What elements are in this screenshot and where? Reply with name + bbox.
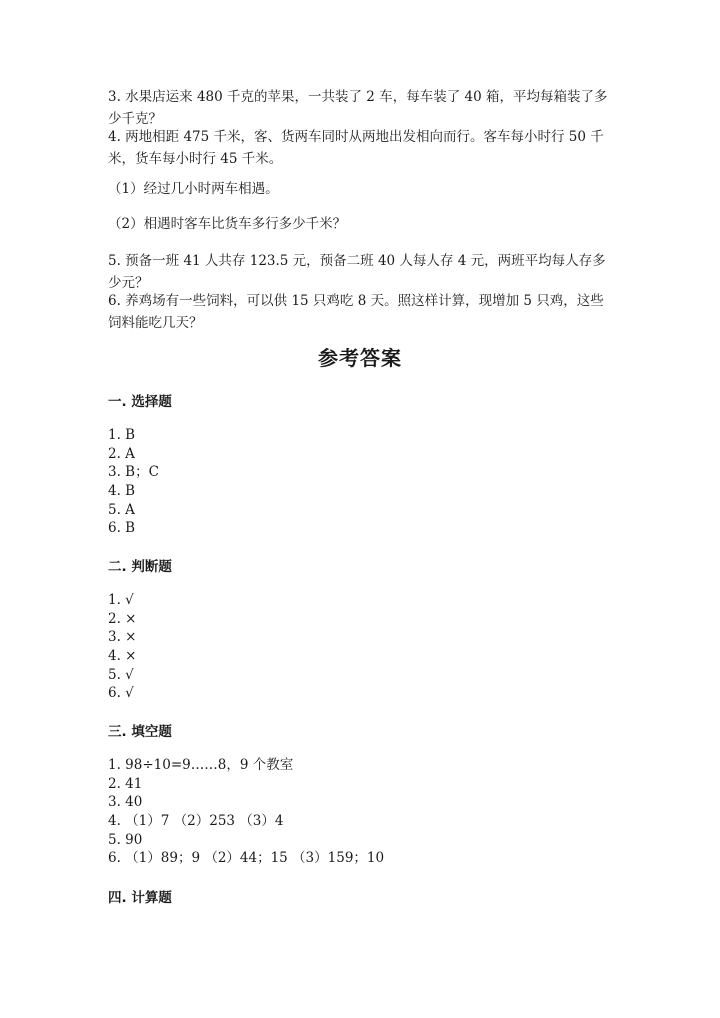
answer-item: 2. 41 — [108, 775, 143, 792]
answer-list-fill-blank — [108, 756, 384, 868]
answer-item: 3. × — [108, 629, 137, 646]
answer-item: 4. B — [108, 483, 136, 500]
section-heading-judgment: 二. 判断题 — [108, 559, 172, 575]
section-heading-choice: 一. 选择题 — [108, 394, 172, 410]
answer-item: 4. × — [108, 648, 137, 665]
problem-4: 4. 两地相距 475 千米，客、货两车同时从两地出发相向而行。客车每小时行 50 千米，货车每小时行 45 千米。 — [108, 129, 604, 167]
answer-item: 5. 90 — [108, 831, 143, 848]
answer-item: 1. B — [108, 427, 136, 443]
section-heading-calculation: 四. 计算题 — [108, 890, 172, 906]
problem-4-part-2: （2）相遇时客车比货车多行多少千米？ — [108, 216, 347, 232]
answer-list-judgment — [108, 591, 136, 703]
answer-item: 2. A — [108, 445, 135, 462]
answer-item: 6. √ — [108, 685, 134, 702]
problem-5: 5. 预备一班 41 人共存 123.5 元，预备二班 40 人每人存 4 元，两班平均每人存多少元？ — [108, 253, 606, 291]
answer-item: 5. A — [108, 501, 135, 518]
answer-item: 5. √ — [108, 666, 134, 683]
answer-item: 2. × — [108, 610, 137, 627]
problem-4-part-1: （1）经过几小时两车相遇。 — [108, 181, 279, 197]
problem-3: 3. 水果店运来 480 千克的苹果，一共装了 2 车，每车装了 40 箱，平均每箱装了多少千克？ — [108, 89, 608, 127]
section-heading-fill-blank: 三. 填空题 — [108, 724, 172, 740]
answer-key-title: 参考答案 — [318, 346, 402, 370]
answer-item: 3. 40 — [108, 794, 143, 811]
answer-item: 1. √ — [108, 592, 134, 608]
answer-item: 6. （1）89；9 （2）44；15 （3）159；10 — [108, 850, 385, 867]
problem-6: 6. 养鸡场有一些饲料，可以供 15 只鸡吃 8 天。照这样计算，现增加 5 只鸡，这些饲料能吃几天？ — [108, 293, 604, 331]
answer-item: 6. B — [108, 520, 136, 537]
answer-item: 1. 98÷10=9……8，9 个教室 — [108, 757, 294, 773]
answer-item: 3. B；C — [108, 464, 159, 481]
answer-list-choice — [108, 426, 159, 538]
answer-item: 4. （1）7 （2）253 （3）4 — [108, 813, 284, 830]
